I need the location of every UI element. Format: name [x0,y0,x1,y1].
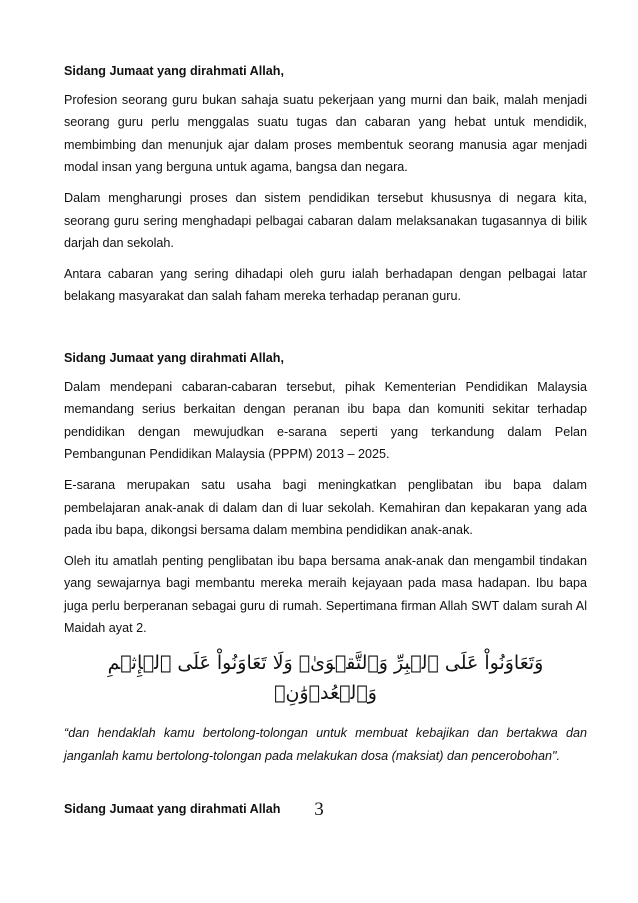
paragraph: Dalam mendepani cabaran-cabaran tersebut, pihak Kementerian Pendidikan Malaysia memandang serius berkaitan dengan peranan ibu bapa dan komuniti sekitar terhadap pendidikan dengan mewujudkan e-sarana seperti yang terkandung dalam Pelan Pembangunan Pendidikan Malaysia (PPPM) 2013 – 2025. [64,379,587,462]
section-heading: Sidang Jumaat yang dirahmati Allah, [64,64,284,78]
section-spacer [64,767,587,798]
section-heading: Sidang Jumaat yang dirahmati Allah, [64,350,284,365]
quran-verse: وَتَعَاوَنُواْ عَلَى ٱلۡبِرِّ وَٱلتَّقۡوَىٰۖ وَلَا تَعَاوَنُواْ عَلَى ٱلۡإِثۡمِ وَٱلۡعُدۡوَٰنِۚ [107,652,544,705]
verse-translation: “dan hendaklah kamu bertolong-tolongan untuk membuat kebajikan dan bertakwa dan janganlah kamu bertolong-tolongan pada melakukan dosa (maksiat) dan pencerobohan". [64,726,587,763]
section-spacer [64,316,587,347]
document-page [64,60,587,827]
paragraph: Oleh itu amatlah penting penglibatan ibu bapa bersama anak-anak dan mengambil tindakan yang sewajarnya bagi membantu mereka meraih kejayaan pada masa hadapan. Ibu bapa juga perlu berperanan sebagai guru di rumah. Sepertimana firman Allah SWT dalam surah Al Maidah ayat 2. [64,553,587,636]
page-number: 3 [314,799,324,820]
paragraph: E-sarana merupakan satu usaha bagi meningkatkan penglibatan ibu bapa dalam pembelajaran anak-anak di dalam dan di luar sekolah. Kemahiran dan kepakaran yang ada pada ibu bapa, dikongsi bersama dalam membina pendidikan anak-anak. [64,477,587,538]
paragraph: Antara cabaran yang sering dihadapi oleh guru ialah berhadapan dengan pelbagai latar belakang masyarakat dan salah faham mereka terhadap peranan guru. [64,266,587,304]
section-heading: Sidang Jumaat yang dirahmati Allah [64,802,281,817]
paragraph: Profesion seorang guru bukan sahaja suatu pekerjaan yang murni dan baik, malah menjadi seorang guru perlu menggalas suatu tugas dan cabaran yang hebat untuk mendidik, membimbing dan menunjuk ajar dalam proses membentuk seorang manusia agar menjadi modal insan yang berguna untuk agama, bangsa dan negara. [64,92,587,175]
paragraph: Dalam mengharungi proses dan sistem pendidikan tersebut khususnya di negara kita, seorang guru sering menghadapi pelbagai cabaran dalam melaksanakan tugasannya di bilik darjah dan sekolah. [64,190,587,251]
